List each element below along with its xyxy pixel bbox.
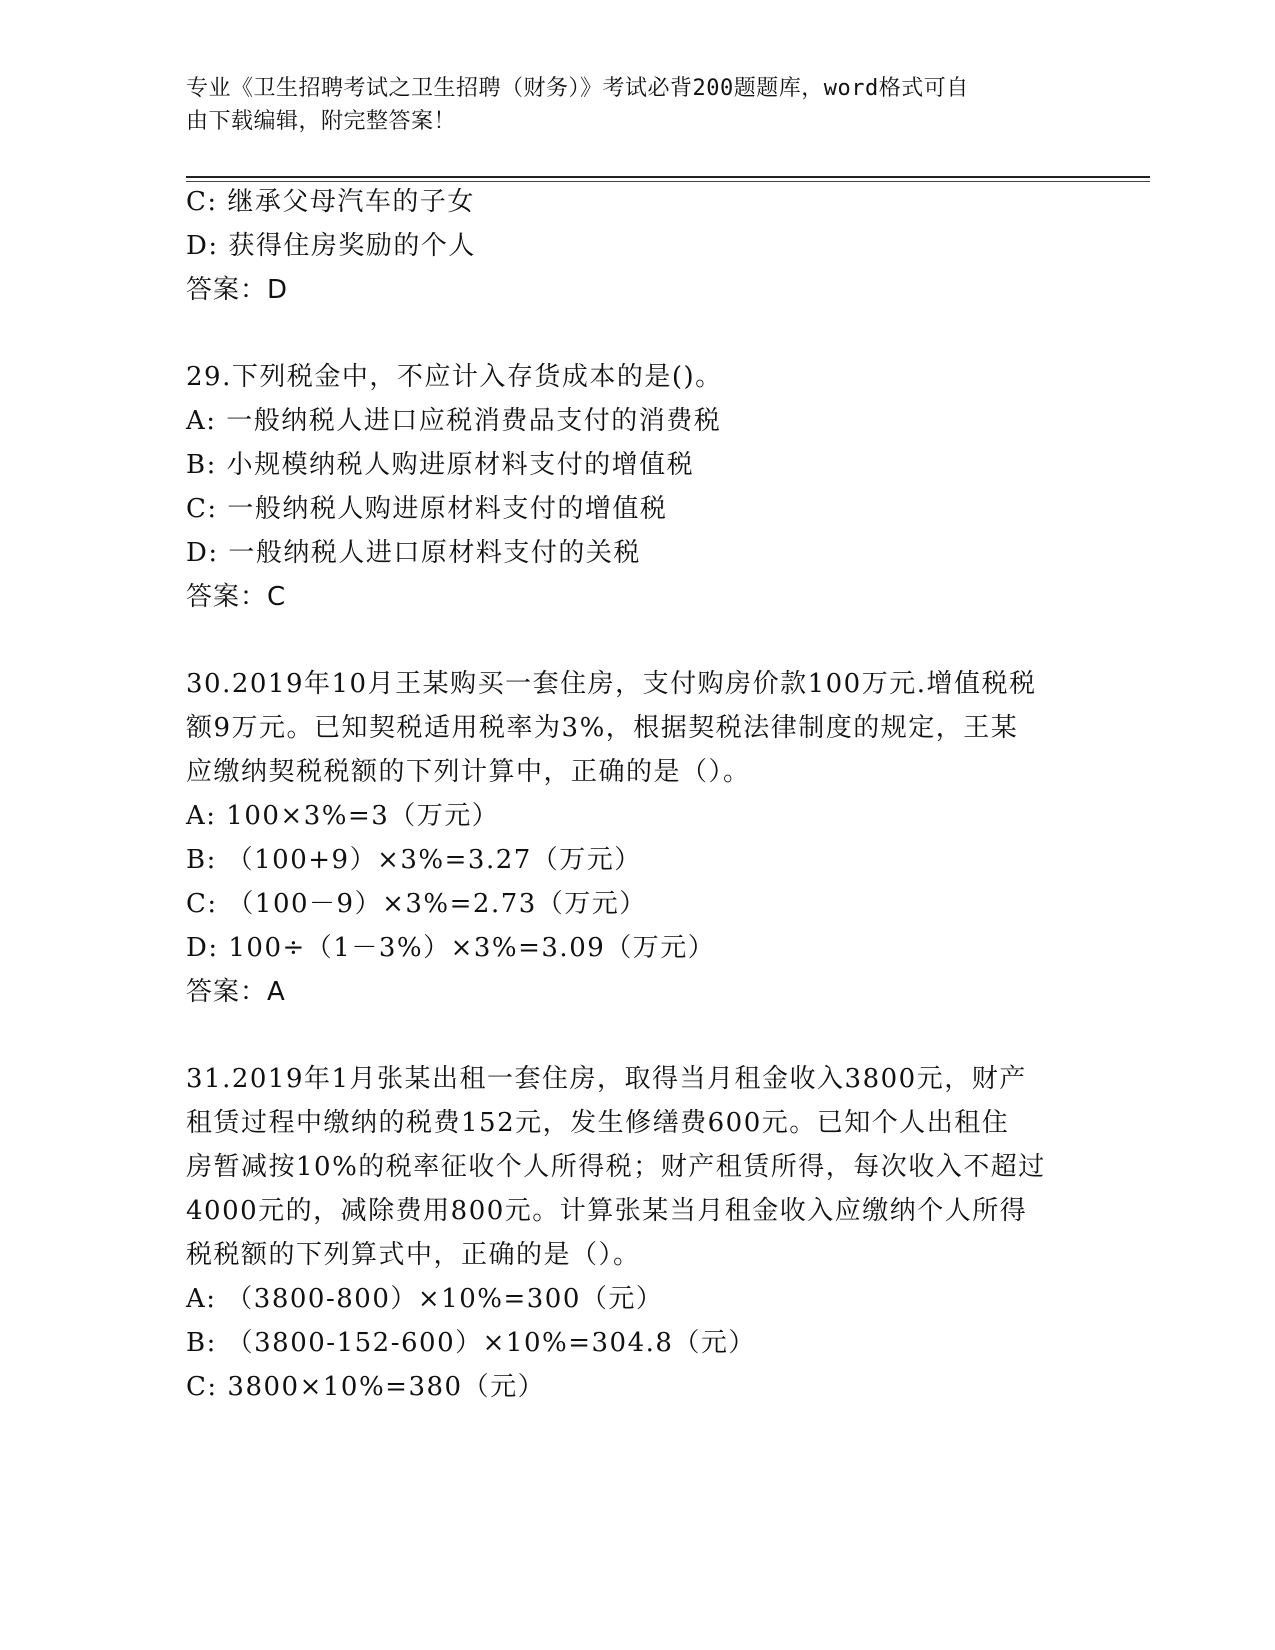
q30-option-b: B: （100+9）×3%=3.27（万元） — [186, 845, 642, 875]
q28-option-c: C: 继承父母汽车的子女 — [186, 187, 475, 217]
q29-answer: 答案：C — [186, 582, 287, 612]
q30-stem-line-2: 额9万元。已知契税适用税率为3%，根据契税法律制度的规定，王某 — [186, 713, 1019, 743]
q29-option-d: D: 一般纳税人进口原材料支付的关税 — [186, 538, 641, 568]
header-divider-thin — [186, 181, 1150, 182]
q31-option-a: A: （3800-800）×10%=300（元） — [186, 1284, 664, 1314]
q29-option-c: C: 一般纳税人购进原材料支付的增值税 — [186, 494, 668, 524]
q30-stem-line-1: 30.2019年10月王某购买一套住房，支付购房价款100万元.增值税税 — [186, 669, 1037, 699]
q28-option-d: D: 获得住房奖励的个人 — [186, 231, 476, 261]
q31-option-b: B: （3800-152-600）×10%=304.8（元） — [186, 1328, 756, 1358]
q29-stem: 29.下列税金中，不应计入存货成本的是()。 — [186, 362, 723, 392]
q31-stem-line-5: 税税额的下列算式中，正确的是（）。 — [186, 1240, 641, 1270]
q29-option-b: B: 小规模纳税人购进原材料支付的增值税 — [186, 450, 695, 480]
q30-stem-line-3: 应缴纳契税税额的下列计算中，正确的是（）。 — [186, 757, 751, 787]
q30-option-d: D: 100÷（1－3%）×3%=3.09（万元） — [186, 933, 716, 963]
q28-answer: 答案：D — [186, 275, 289, 305]
q31-stem-line-4: 4000元的，减除费用800元。计算张某当月租金收入应缴纳个人所得 — [186, 1196, 1028, 1226]
q31-stem-line-2: 租赁过程中缴纳的税费152元，发生修缮费600元。已知个人出租住 — [186, 1108, 1010, 1138]
header-line-2: 由下载编辑，附完整答案！ — [186, 109, 457, 134]
q30-option-a: A: 100×3%=3（万元） — [186, 801, 500, 831]
q30-answer: 答案：A — [186, 977, 286, 1007]
q31-stem-line-3: 房暂减按10%的税率征收个人所得税；财产租赁所得，每次收入不超过 — [186, 1152, 1046, 1182]
header-divider — [186, 176, 1150, 178]
page-header — [186, 72, 1066, 138]
q29-option-a: A: 一般纳税人进口应税消费品支付的消费税 — [186, 406, 722, 436]
q31-option-c: C: 3800×10%=380（元） — [186, 1372, 546, 1402]
q31-stem-line-1: 31.2019年1月张某出租一套住房，取得当月租金收入3800元，财产 — [186, 1064, 1027, 1094]
q30-option-c: C: （100－9）×3%=2.73（万元） — [186, 889, 647, 919]
header-line-1: 专业《卫生招聘考试之卫生招聘（财务）》考试必背200题题库，word格式可自 — [186, 76, 969, 101]
